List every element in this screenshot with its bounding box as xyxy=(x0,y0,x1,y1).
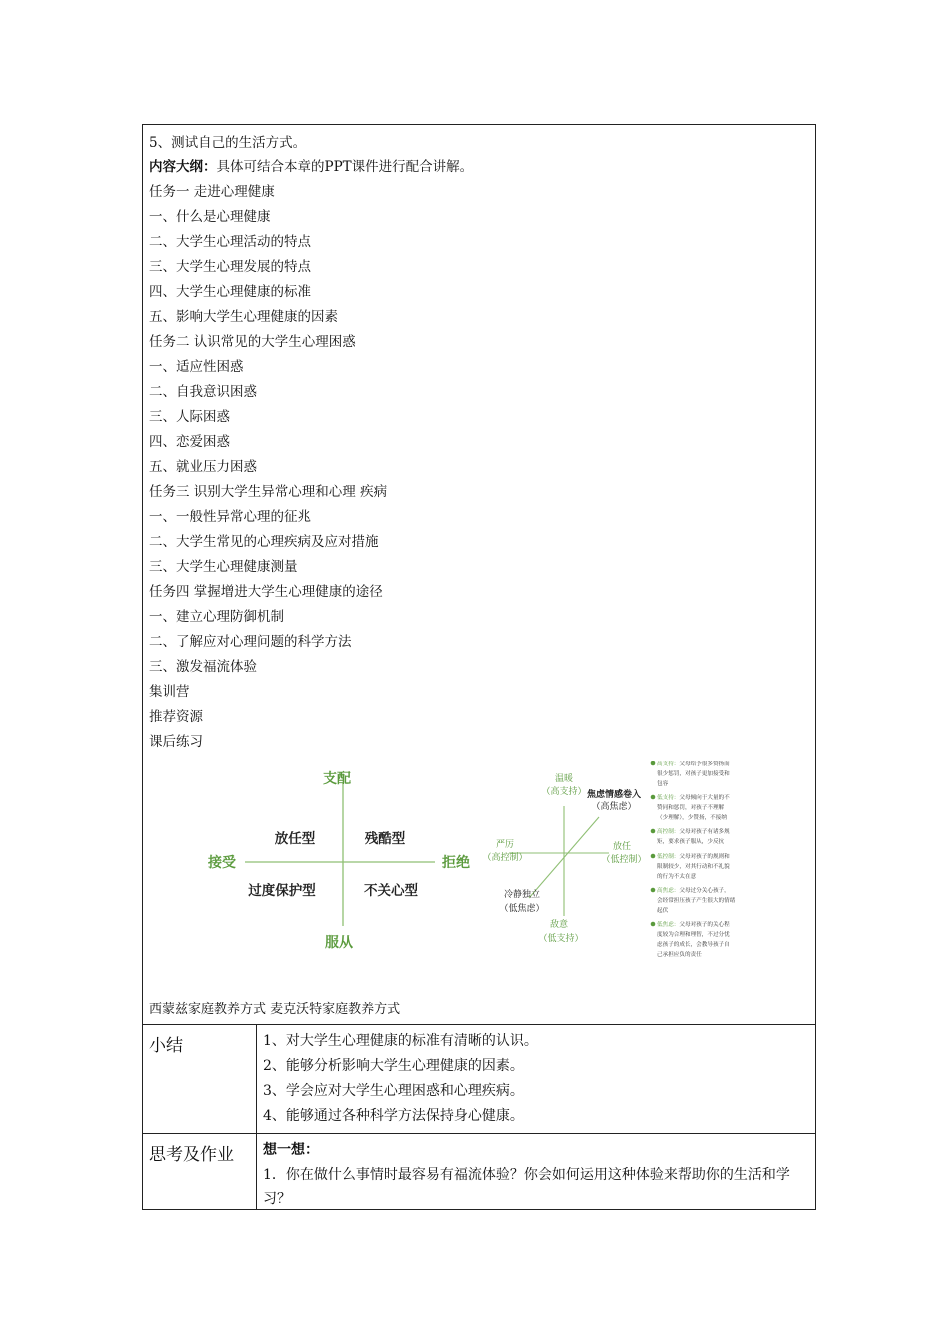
label-right: 放任 xyxy=(612,842,632,852)
legend-item xyxy=(651,827,730,845)
summary-item: 4、能够通过各种科学方法保持身心健康。 xyxy=(263,1108,524,1124)
outline-item: 二、了解应对心理问题的科学方法 xyxy=(149,634,352,650)
outline-summary-label: 内容大纲： xyxy=(149,159,217,175)
outline-item: 任务四 掌握增进大学生心理健康的途径 xyxy=(149,584,383,600)
label-lower-end-sub: （低焦虑） xyxy=(499,904,545,914)
legend-line: 度较为合理和理智，不过分忧 xyxy=(657,932,730,938)
summary-row xyxy=(143,1025,815,1134)
legend-item xyxy=(651,886,736,914)
legend-item xyxy=(651,793,730,821)
legend-line: 父母过分关心孩子， xyxy=(679,888,730,894)
label-upper-end: 焦虑情感卷入 xyxy=(586,790,642,800)
legend-text xyxy=(657,761,730,767)
outline-item: 一、一般性异常心理的征兆 xyxy=(149,509,311,525)
label-left-sub: （高控制） xyxy=(482,853,528,863)
legend-line: 包容 xyxy=(657,781,669,787)
label-bottom-sub: （低支持） xyxy=(538,934,584,944)
legend xyxy=(651,761,736,958)
legend-head: 高控制： xyxy=(657,829,680,835)
legend-bullet-icon xyxy=(651,888,656,893)
outline-item: 五、影响大学生心理健康的因素 xyxy=(149,309,338,325)
outline-cell xyxy=(143,125,815,1025)
label-right-sub: （低控制） xyxy=(601,855,647,865)
parenting-diagrams xyxy=(143,761,815,1001)
legend-item xyxy=(651,920,730,958)
legend-item xyxy=(651,852,730,880)
legend-text xyxy=(657,920,730,928)
legend-line: 赞同和惩罚，对孩子不理解 xyxy=(657,805,725,811)
legend-bullet-icon xyxy=(651,761,656,765)
outline-item: 推荐资源 xyxy=(149,709,203,725)
outline-item: 任务二 认识常见的大学生心理困惑 xyxy=(149,334,356,350)
outline-item: 一、适应性困惑 xyxy=(149,359,244,375)
outline-summary-text: 具体可结合本章的PPT课件进行配合讲解。 xyxy=(216,159,474,175)
summary-label-cell xyxy=(143,1025,257,1133)
legend-text xyxy=(657,886,730,894)
legend-line: 很少惩罚，对孩子更加接受和 xyxy=(657,771,730,777)
legend-line: 限制较少，对其行动和不礼貌 xyxy=(657,864,730,870)
maccoby-diagram xyxy=(482,772,646,944)
symonds-diagram xyxy=(207,770,470,951)
outline-item: 任务一 走进心理健康 xyxy=(149,184,275,200)
summary-item: 3、学会应对大学生心理困惑和心理疾病。 xyxy=(263,1083,524,1099)
outline-item: 五、就业压力困惑 xyxy=(149,459,257,475)
outline-item: 课后练习 xyxy=(149,734,203,750)
legend-line: 虑孩子的成长，会教导孩子自 xyxy=(657,942,730,948)
legend-line: 的行为不太在意 xyxy=(657,874,697,880)
legend-line: 父母对孩子的规则和 xyxy=(679,854,730,860)
outline-item: 一、什么是心理健康 xyxy=(149,209,271,225)
legend-item xyxy=(651,761,730,787)
summary-item: 2、能够分析影响大学生心理健康的因素。 xyxy=(263,1058,524,1074)
label-lower-end: 冷静独立 xyxy=(503,890,541,900)
content-outline xyxy=(149,131,809,755)
legend-head: 低控制： xyxy=(657,854,680,860)
diagram-caption: 西蒙兹家庭教养方式 麦克沃特家庭教养方式 xyxy=(149,1002,401,1017)
legend-line: （少理解），少赞扬，不接纳 xyxy=(657,815,727,821)
legend-line: 己承担应负的责任 xyxy=(657,952,702,958)
summary-content xyxy=(263,1029,811,1129)
label-upper-end-sub: （高焦虑） xyxy=(591,802,637,812)
outline-item: 三、大学生心理发展的特点 xyxy=(149,259,311,275)
axis-label-right: 拒绝 xyxy=(442,855,470,871)
legend-head: 低焦虑： xyxy=(657,922,680,928)
legend-text xyxy=(657,852,730,860)
outline-item: 二、大学生心理活动的特点 xyxy=(149,234,311,250)
outline-line-5: 5、测试自己的生活方式。 xyxy=(149,135,307,151)
legend-line: 矩，要求孩子服从，少反抗 xyxy=(657,839,725,845)
legend-text xyxy=(657,793,730,801)
outline-item: 四、大学生心理健康的标准 xyxy=(149,284,311,300)
homework-question: 1．你在做什么事情时最容易有福流体验？你会如何运用这种体验来帮助你的生活和学习？ xyxy=(263,1167,790,1207)
outline-item: 三、激发福流体验 xyxy=(149,659,257,675)
summary-label: 小结 xyxy=(149,1036,183,1056)
legend-head: 高支持： xyxy=(657,761,680,767)
homework-heading: 想一想： xyxy=(263,1142,319,1158)
outline-item: 二、自我意识困惑 xyxy=(149,384,257,400)
label-left: 严厉 xyxy=(495,840,515,850)
outline-summary xyxy=(149,155,809,180)
legend-head: 高焦虑： xyxy=(657,888,680,894)
outline-item: 四、恋爱困惑 xyxy=(149,434,230,450)
homework-row xyxy=(143,1134,815,1210)
legend-line: 父母对孩子的关心程 xyxy=(679,922,730,928)
quadrant-top-left: 放任型 xyxy=(274,831,316,847)
legend-line: 会经常担压孩子产生很大的情绪 xyxy=(657,898,736,904)
legend-bullet-icon xyxy=(651,795,656,800)
homework-label-cell xyxy=(143,1134,257,1210)
label-top-sub: （高支持） xyxy=(541,787,587,797)
quadrant-bottom-right: 不关心型 xyxy=(364,883,418,899)
legend-bullet-icon xyxy=(651,854,656,859)
label-top: 温暖 xyxy=(554,774,574,784)
axis-label-left: 接受 xyxy=(208,855,236,871)
outline-item: 三、大学生心理健康测量 xyxy=(149,559,298,575)
lesson-table xyxy=(142,124,816,1210)
quadrant-bottom-left: 过度保护型 xyxy=(248,883,316,899)
legend-line: 父母给予很多赞扬而 xyxy=(679,761,730,767)
axis-label-bottom: 服从 xyxy=(325,935,353,951)
summary-item: 1、对大学生心理健康的标准有清晰的认识。 xyxy=(263,1033,538,1049)
outline-item: 二、大学生常见的心理疾病及应对措施 xyxy=(149,534,379,550)
legend-line: 起伏 xyxy=(657,908,669,914)
outline-item: 三、人际困惑 xyxy=(149,409,230,425)
axis-label-top: 支配 xyxy=(323,771,351,787)
legend-bullet-icon xyxy=(651,922,656,927)
quadrant-top-right: 残酷型 xyxy=(364,831,406,847)
legend-head: 低支持： xyxy=(657,795,680,801)
legend-line: 父母对孩子有诸多规 xyxy=(679,829,730,835)
legend-bullet-icon xyxy=(651,829,656,834)
outline-item: 一、建立心理防御机制 xyxy=(149,609,284,625)
legend-line: 父母倾向于大量的不 xyxy=(679,795,730,801)
homework-content xyxy=(263,1138,811,1211)
outline-item: 集训营 xyxy=(149,684,190,700)
outline-item: 任务三 识别大学生异常心理和心理 疾病 xyxy=(149,484,388,500)
homework-label: 思考及作业 xyxy=(149,1145,234,1165)
legend-text xyxy=(657,827,730,835)
label-bottom: 敌意 xyxy=(549,920,569,930)
